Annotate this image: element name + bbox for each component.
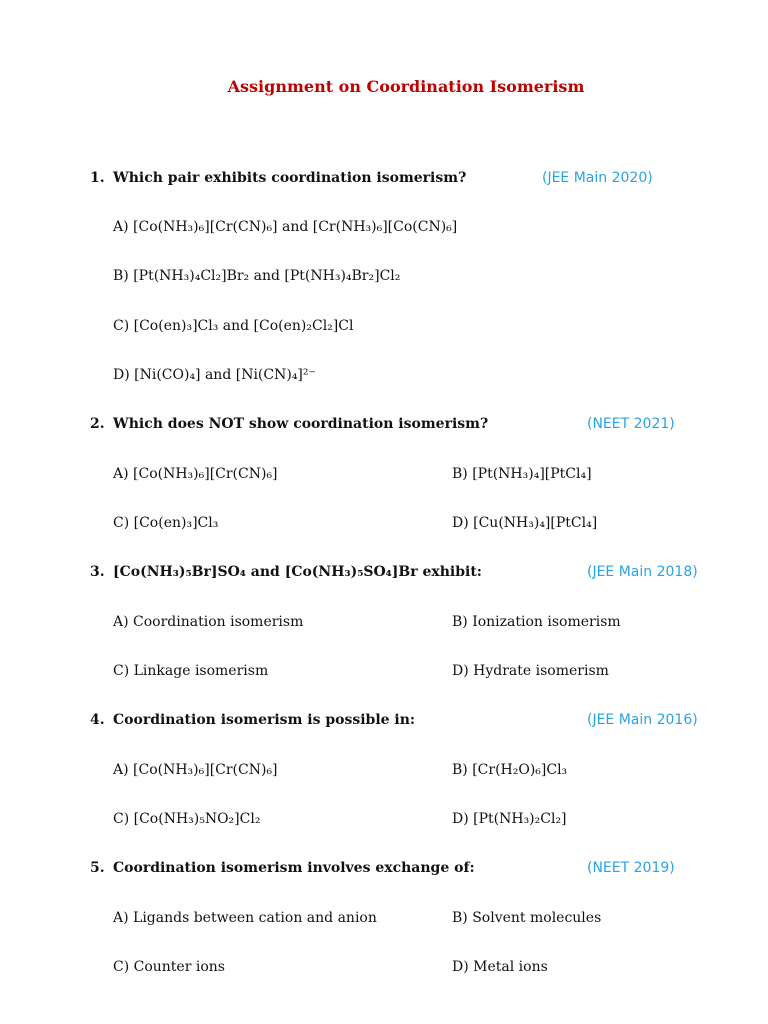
question-4-text: Coordination isomerism is possible in:: [113, 712, 416, 728]
question-2-source: (NEET 2021): [587, 416, 675, 432]
question-4-option-d: D) [Pt(NH₃)₂Cl₂]: [452, 811, 567, 827]
page-title: Assignment on Coordination Isomerism: [227, 77, 585, 96]
question-3-option-c: C) Linkage isomerism: [113, 663, 269, 679]
question-1-source: (JEE Main 2020): [542, 170, 653, 186]
question-2-option-a: A) [Co(NH₃)₆][Cr(CN)₆]: [113, 466, 278, 482]
question-1-text: Which pair exhibits coordination isomerism?: [113, 170, 467, 186]
question-5-source: (NEET 2019): [587, 860, 675, 876]
question-2-option-d: D) [Cu(NH₃)₄][PtCl₄]: [452, 515, 598, 531]
question-4-number: 4.: [90, 712, 105, 728]
question-5-number: 5.: [90, 860, 105, 876]
question-4-option-c: C) [Co(NH₃)₅NO₂]Cl₂: [113, 811, 261, 827]
question-5-option-c: C) Counter ions: [113, 959, 225, 975]
question-5-text: Coordination isomerism involves exchange of:: [113, 860, 475, 876]
question-3-source: (JEE Main 2018): [587, 564, 698, 580]
question-2-text: Which does NOT show coordination isomerism?: [113, 416, 489, 432]
question-3-option-d: D) Hydrate isomerism: [452, 663, 609, 679]
question-5-option-a: A) Ligands between cation and anion: [113, 910, 377, 926]
question-1-option-a: A) [Co(NH₃)₆][Cr(CN)₆] and [Cr(NH₃)₆][Co(CN)₆]: [113, 219, 458, 235]
question-1-option-c: C) [Co(en)₃]Cl₃ and [Co(en)₂Cl₂]Cl: [113, 318, 354, 334]
question-4-source: (JEE Main 2016): [587, 712, 698, 728]
question-3-option-a: A) Coordination isomerism: [113, 614, 304, 630]
question-2-option-c: C) [Co(en)₃]Cl₃: [113, 515, 219, 531]
question-1-number: 1.: [90, 170, 105, 186]
question-5-option-b: B) Solvent molecules: [452, 910, 602, 926]
question-4-option-a: A) [Co(NH₃)₆][Cr(CN)₆]: [113, 762, 278, 778]
question-1-option-b: B) [Pt(NH₃)₄Cl₂]Br₂ and [Pt(NH₃)₄Br₂]Cl₂: [113, 268, 401, 284]
question-2-number: 2.: [90, 416, 105, 432]
question-3-option-b: B) Ionization isomerism: [452, 614, 621, 630]
question-5-option-d: D) Metal ions: [452, 959, 548, 975]
question-2-option-b: B) [Pt(NH₃)₄][PtCl₄]: [452, 466, 592, 482]
question-3-text: [Co(NH₃)₅Br]SO₄ and [Co(NH₃)₅SO₄]Br exhibit:: [113, 564, 482, 580]
question-3-number: 3.: [90, 564, 105, 580]
question-1-option-d: D) [Ni(CO)₄] and [Ni(CN)₄]²⁻: [113, 367, 316, 383]
question-4-option-b: B) [Cr(H₂O)₆]Cl₃: [452, 762, 568, 778]
